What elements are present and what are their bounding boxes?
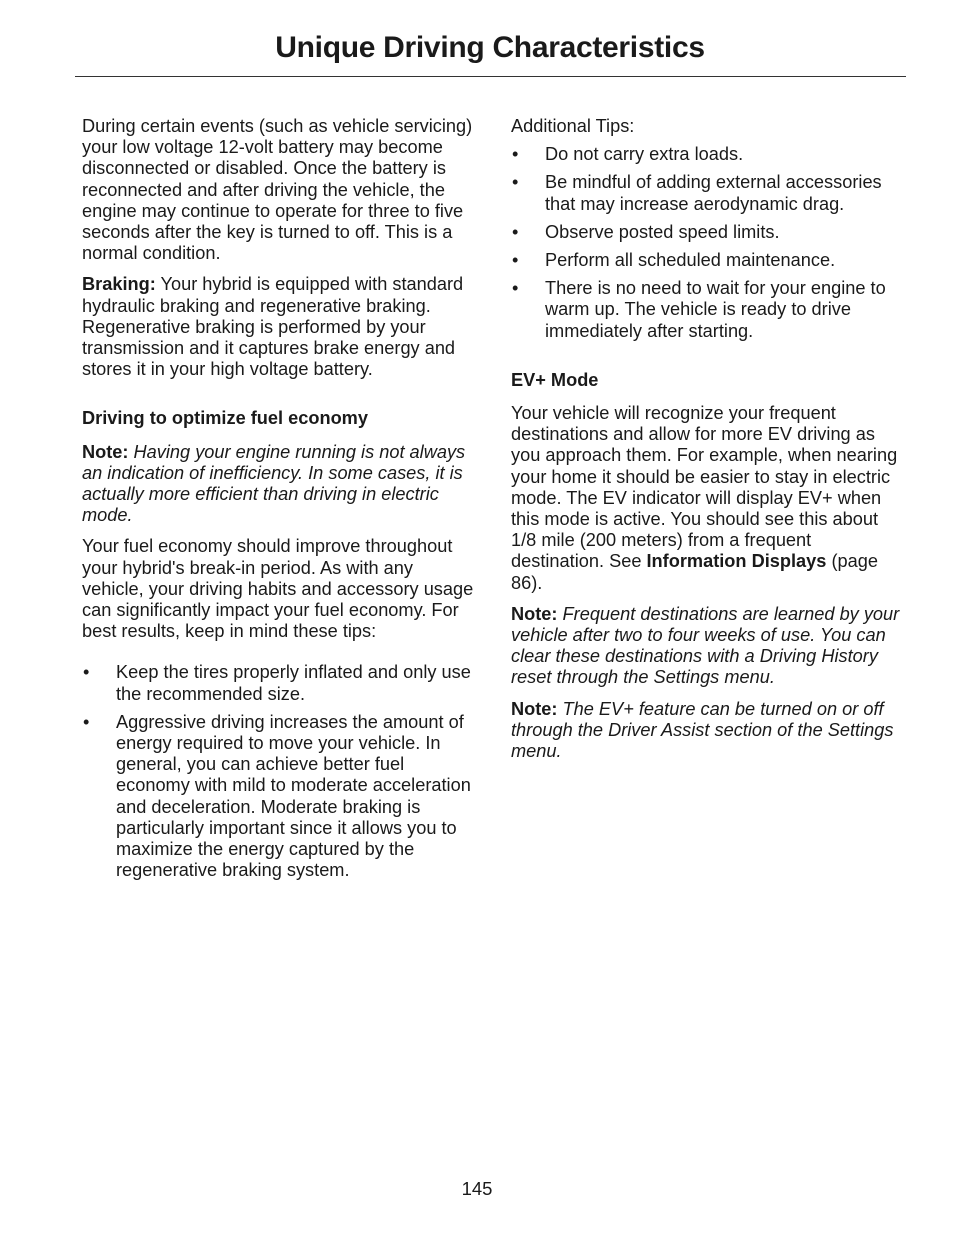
left-column [82, 116, 474, 889]
additional-tips-list [511, 144, 903, 342]
bullet-icon: • [512, 144, 519, 165]
bullet-icon: • [512, 250, 519, 271]
braking-label: Braking: [82, 274, 156, 295]
bullet-icon: • [512, 172, 519, 193]
list-item [82, 662, 474, 704]
bullet-icon: • [83, 662, 90, 683]
note-text: The EV+ feature can be turned on or off through the Driver Assist section of the Settings menu. [511, 698, 894, 762]
fuel-economy-paragraph: Your fuel economy should improve throughout your hybrid's break-in period. As with any vehicle, your driving habits and accessory usage can significantly impact your fuel economy. For best results, keep in mind these tips: [82, 536, 474, 642]
page-title: Unique Driving Characteristics [275, 31, 705, 64]
ev-mode-paragraph [511, 403, 903, 594]
note-text: Having your engine running is not always an indication of inefficiency. In some cases, it is actually more efficient than driving in electric mode. [82, 441, 466, 526]
fuel-tips-list [82, 662, 474, 881]
ev-note-toggle [511, 699, 903, 763]
list-item [511, 144, 903, 165]
additional-tips-label: Additional Tips: [511, 116, 635, 136]
bullet-icon: • [512, 278, 519, 299]
title-divider [75, 76, 906, 77]
bullet-icon: • [512, 221, 519, 242]
note-label: Note: [511, 698, 558, 719]
list-item-text: Do not carry extra loads. [545, 144, 744, 165]
fuel-economy-note [82, 442, 474, 527]
list-item [511, 278, 903, 342]
list-item [511, 172, 903, 214]
ev-note-destinations [511, 604, 903, 689]
fuel-economy-heading: Driving to optimize fuel economy [82, 408, 368, 429]
page-number: 145 [461, 1178, 493, 1199]
bullet-icon: • [83, 711, 90, 732]
ev-mode-heading: EV+ Mode [511, 369, 599, 390]
ev-mode-text: Your vehicle will recognize your frequent destinations and allow for more EV driving as you approach them. For example, when nearing your home it should be easier to stay in electric mode. The EV indicator will display EV+ when this mode is active. You should see this about 1/8 mile (200 meters) from a frequent destination. See [511, 403, 898, 572]
right-column [511, 116, 903, 772]
list-item-text: Be mindful of adding external accessories that may increase aerodynamic drag. [545, 172, 882, 214]
battery-paragraph: During certain events (such as vehicle servicing) your low voltage 12-volt battery may become disconnected or disabled. Once the battery is reconnected and after driving the vehicle, the engine may continue to operate for three to five seconds after the key is turned to off. This is a normal condition. [82, 116, 473, 264]
list-item [511, 250, 903, 271]
list-item [82, 712, 474, 882]
list-item-text: There is no need to wait for your engine to warm up. The vehicle is ready to drive immediately after starting. [545, 278, 886, 341]
list-item-text: Aggressive driving increases the amount of energy required to move your vehicle. In general, you can achieve better fuel economy with mild to moderate acceleration and deceleration. Moderate braking is particularly important since it allows you to maximize the energy captured by the regenerative braking system. [116, 711, 471, 881]
braking-text: Your hybrid is equipped with standard hydraulic braking and regenerative braking. Regenerative braking is performed by your transmission and it captures brake energy and stores it in your high voltage battery. [82, 274, 464, 380]
note-label: Note: [82, 441, 129, 462]
list-item-text: Perform all scheduled maintenance. [545, 250, 836, 271]
list-item-text: Keep the tires properly inflated and only use the recommended size. [116, 662, 471, 704]
braking-paragraph [82, 274, 474, 380]
list-item-text: Observe posted speed limits. [545, 221, 780, 242]
list-item [511, 222, 903, 243]
information-displays-link[interactable]: Information Displays [646, 551, 827, 572]
page-reference: (page 86). [511, 551, 878, 593]
note-text: Frequent destinations are learned by your vehicle after two to four weeks of use. You can clear these destinations with a Driving History reset through the Settings menu. [511, 603, 900, 688]
note-label: Note: [511, 603, 558, 624]
